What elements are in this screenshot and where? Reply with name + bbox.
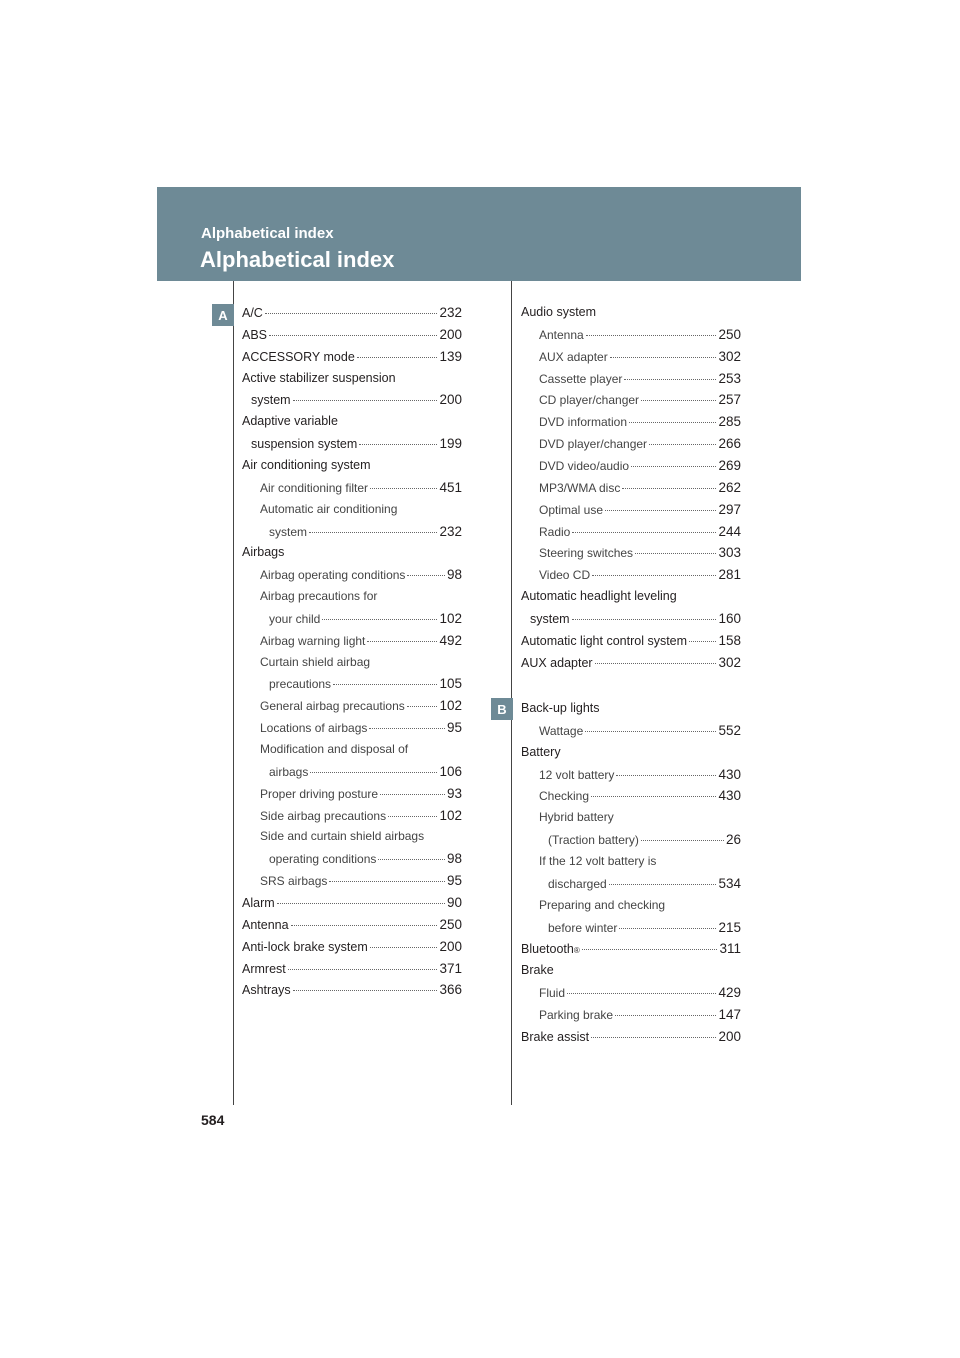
entry-text: operating conditions [269, 852, 377, 867]
entry-text: Proper driving posture [260, 786, 379, 801]
entry-page: 98 [446, 567, 462, 583]
dot-leader [635, 553, 716, 554]
entry-text: Antenna [539, 327, 584, 342]
index-entry [242, 982, 462, 997]
entry-text: Battery [521, 744, 561, 759]
entry-page: 430 [718, 766, 741, 782]
entry-text: before winter [548, 920, 618, 935]
entry-text: Preparing and checking [539, 897, 666, 912]
entry-text: Airbag warning light [260, 633, 366, 648]
index-entry [539, 436, 741, 451]
dot-leader [616, 775, 716, 776]
entry-text: Airbag operating conditions [260, 568, 406, 583]
entry-page: 552 [718, 722, 741, 738]
entry-page: 95 [446, 873, 462, 889]
index-entry [521, 701, 741, 715]
entry-text: MP3/WMA disc [539, 480, 621, 495]
dot-leader [586, 335, 717, 336]
index-entry [260, 655, 462, 669]
index-entry [260, 829, 462, 843]
dot-leader [333, 684, 437, 685]
index-entry [242, 327, 462, 342]
entry-text: Side and curtain shield airbags [260, 829, 425, 844]
entry-page: 430 [718, 788, 741, 804]
dot-leader [322, 619, 437, 620]
entry-page: 102 [439, 698, 462, 714]
dot-leader [407, 706, 438, 707]
entry-page: 250 [718, 326, 741, 342]
letter-tab-b: B [491, 698, 513, 720]
entry-text: Anti-lock brake system [242, 939, 368, 954]
entry-text: Curtain shield airbag [260, 654, 371, 669]
index-entry [539, 502, 741, 517]
index-entry [539, 524, 741, 539]
entry-text: Checking [539, 789, 590, 804]
dot-leader [265, 313, 438, 314]
index-entry [242, 458, 462, 472]
index-entry [260, 873, 462, 888]
entry-text: If the 12 volt battery is [539, 853, 657, 868]
entry-text: Adaptive variable [242, 414, 338, 429]
dot-leader [624, 379, 716, 380]
dot-leader [367, 641, 437, 642]
dot-leader [619, 928, 716, 929]
dot-leader [629, 422, 716, 423]
entry-text: Fluid [539, 986, 566, 1001]
index-entry [539, 898, 741, 912]
index-entry [521, 963, 741, 977]
entry-text: Antenna [242, 917, 289, 932]
section-label: Alphabetical index [201, 225, 334, 242]
index-entry [530, 611, 741, 626]
entry-text: Air conditioning filter [260, 480, 369, 495]
entry-page: 244 [718, 523, 741, 539]
entry-text: ACCESSORY mode [242, 349, 355, 364]
index-entry [269, 611, 462, 626]
column-divider-left [233, 281, 234, 1105]
entry-text: Alarm [242, 895, 275, 910]
dot-leader [649, 444, 716, 445]
entry-text: discharged [548, 876, 607, 891]
entry-page: 106 [439, 763, 462, 779]
dot-leader [605, 510, 716, 511]
index-entry [539, 458, 741, 473]
entry-page: 26 [725, 832, 741, 848]
entry-page: 139 [439, 348, 462, 364]
entry-text: General airbag precautions [260, 699, 405, 714]
entry-page: 147 [718, 1006, 741, 1022]
entry-text: DVD information [539, 415, 628, 430]
index-entry [260, 589, 462, 603]
entry-page: 102 [439, 610, 462, 626]
entry-text: system [251, 393, 291, 408]
index-entry [539, 1007, 741, 1022]
dot-leader [359, 444, 437, 445]
index-entry [539, 567, 741, 582]
entry-page: 269 [718, 457, 741, 473]
index-entry [521, 305, 741, 319]
entry-page: 93 [446, 785, 462, 801]
index-entry [260, 786, 462, 801]
index-entry [269, 524, 462, 539]
entry-text: Back-up lights [521, 701, 600, 715]
entry-page: 297 [718, 501, 741, 517]
entry-text: AUX adapter [521, 655, 593, 670]
entry-page: 95 [446, 720, 462, 736]
entry-page: 262 [718, 479, 741, 495]
entry-text: Optimal use [539, 502, 604, 517]
dot-leader [388, 816, 437, 817]
dot-leader [567, 993, 716, 994]
dot-leader [277, 903, 445, 904]
entry-text: Airbags [242, 545, 285, 560]
index-entry [269, 764, 462, 779]
entry-text: Modification and disposal of [260, 742, 409, 756]
entry-page: 105 [439, 676, 462, 692]
dot-leader [585, 731, 716, 732]
dot-leader [378, 859, 445, 860]
entry-page: 200 [439, 392, 462, 408]
page-title: Alphabetical index [200, 247, 395, 272]
entry-text: ABS [242, 327, 268, 342]
entry-page: 232 [439, 305, 462, 320]
page-number: 584 [201, 1112, 225, 1128]
entry-text: AUX adapter [539, 349, 608, 364]
index-entry [539, 392, 741, 407]
entry-page: 200 [439, 938, 462, 954]
entry-page: 302 [718, 348, 741, 364]
dot-leader [572, 619, 717, 620]
index-entry [539, 371, 741, 386]
dot-leader [370, 947, 438, 948]
index-entry [242, 349, 462, 364]
index-entry [242, 305, 462, 320]
entry-page: 534 [718, 875, 741, 891]
entry-text: Automatic air conditioning [260, 501, 398, 516]
index-entry [251, 392, 462, 407]
entry-text: Air conditioning system [242, 457, 371, 472]
entry-text: your child [269, 611, 321, 626]
dot-leader [572, 532, 716, 533]
entry-page: 199 [439, 436, 462, 452]
column-divider-middle [511, 281, 512, 1105]
index-entry [260, 480, 462, 495]
dot-leader [309, 532, 437, 533]
index-entry [548, 876, 741, 891]
dot-leader [370, 488, 437, 489]
dot-leader [591, 796, 716, 797]
entry-page: 160 [718, 610, 741, 626]
entry-text: Active stabilizer suspension [242, 370, 396, 385]
index-entry [521, 589, 741, 603]
entry-text: CD player/changer [539, 393, 640, 408]
entry-page: 158 [718, 632, 741, 648]
entry-text: Automatic headlight leveling [521, 589, 677, 604]
entry-page: 102 [439, 807, 462, 823]
entry-text: Bluetooth [521, 942, 574, 957]
entry-text: airbags [269, 764, 309, 779]
entry-text: Hybrid battery [539, 810, 614, 825]
entry-text: Parking brake [539, 1007, 614, 1022]
entry-text: Automatic light control system [521, 633, 688, 648]
entry-page: 303 [718, 545, 741, 561]
index-entry [260, 720, 462, 735]
index-entry [521, 1029, 741, 1044]
index-entry [521, 745, 741, 759]
dot-leader [407, 575, 445, 576]
index-entry [521, 633, 741, 648]
entry-text: Video CD [539, 568, 591, 583]
index-entry [242, 414, 462, 428]
entry-text: Cassette player [539, 371, 623, 386]
entry-text: Wattage [539, 723, 584, 738]
index-entry [269, 851, 462, 866]
index-entry [539, 327, 741, 342]
index-entry [539, 545, 741, 560]
dot-leader [369, 728, 445, 729]
dot-leader [689, 641, 716, 642]
entry-text: Brake assist [521, 1029, 590, 1044]
entry-page: 257 [718, 392, 741, 408]
entry-page: 371 [439, 960, 462, 976]
entry-page: 200 [718, 1028, 741, 1044]
index-entry [269, 676, 462, 691]
dot-leader [595, 663, 717, 664]
dot-leader [609, 884, 717, 885]
index-entry [260, 567, 462, 582]
dot-leader [641, 840, 724, 841]
entry-text: Locations of airbags [260, 721, 368, 736]
entry-page: 281 [718, 567, 741, 583]
entry-page: 90 [446, 894, 462, 910]
dot-leader [641, 400, 716, 401]
dot-leader [291, 925, 438, 926]
entry-text: 12 volt battery [539, 767, 615, 782]
entry-page: 266 [718, 436, 741, 452]
index-entry [539, 788, 741, 803]
dot-leader [592, 575, 716, 576]
entry-text: Brake [521, 963, 554, 978]
dot-leader [269, 335, 437, 336]
index-entry [242, 895, 462, 910]
entry-text: A/C [242, 306, 263, 320]
index-entry [521, 941, 741, 956]
entry-text: Audio system [521, 305, 597, 319]
section-header [157, 187, 801, 281]
dot-leader [293, 400, 438, 401]
entry-text: system [269, 524, 308, 539]
dot-leader [293, 990, 438, 991]
entry-text: Steering switches [539, 546, 634, 561]
index-entry [539, 810, 741, 824]
entry-page: 451 [439, 479, 462, 495]
dot-leader [631, 466, 716, 467]
entry-text: Armrest [242, 961, 286, 976]
entry-page: 311 [719, 941, 741, 957]
index-entry [260, 808, 462, 823]
entry-page: 366 [439, 982, 462, 998]
dot-leader [357, 357, 438, 358]
entry-page: 253 [718, 370, 741, 386]
index-entry [260, 633, 462, 648]
entry-text: SRS airbags [260, 874, 328, 889]
index-entry [548, 920, 741, 935]
dot-leader [380, 794, 445, 795]
entry-text: (Traction battery) [548, 833, 639, 848]
index-entry [260, 502, 462, 516]
entry-text: Ashtrays [242, 983, 291, 998]
entry-page: 200 [439, 326, 462, 342]
index-entry [242, 371, 462, 385]
entry-page: 429 [718, 985, 741, 1001]
dot-leader [622, 488, 716, 489]
index-entry [521, 655, 741, 670]
index-entry [260, 742, 462, 756]
entry-text: suspension system [251, 437, 358, 452]
index-entry [260, 698, 462, 713]
entry-text: Radio [539, 524, 571, 539]
index-entry [539, 414, 741, 429]
index-entry [539, 854, 741, 868]
entry-text: system [530, 611, 570, 626]
dot-leader [610, 357, 717, 358]
index-entry [548, 832, 741, 847]
entry-page: 285 [718, 414, 741, 430]
dot-leader [582, 949, 718, 950]
index-entry [539, 723, 741, 738]
index-entry [539, 767, 741, 782]
entry-page: 215 [718, 919, 741, 935]
index-entry [242, 917, 462, 932]
entry-page: 98 [446, 851, 462, 867]
dot-leader [288, 969, 438, 970]
index-entry [539, 480, 741, 495]
entry-page: 250 [439, 916, 462, 932]
index-entry [539, 985, 741, 1000]
index-entry [242, 939, 462, 954]
letter-tab-a: A [212, 304, 234, 326]
dot-leader [591, 1037, 716, 1038]
entry-page: 232 [439, 523, 462, 539]
dot-leader [615, 1015, 716, 1016]
dot-leader [329, 881, 445, 882]
index-entry [251, 436, 462, 451]
entry-text: DVD player/changer [539, 437, 648, 452]
entry-text: precautions [269, 677, 332, 692]
index-entry [539, 349, 741, 364]
dot-leader [310, 772, 437, 773]
entry-text: Side airbag precautions [260, 808, 387, 823]
entry-page: 302 [718, 654, 741, 670]
entry-text: Airbag precautions for [260, 589, 378, 604]
entry-text: DVD video/audio [539, 458, 630, 473]
index-entry [242, 961, 462, 976]
entry-page: 492 [439, 632, 462, 648]
registered-mark: ® [573, 946, 580, 956]
index-entry [242, 545, 462, 559]
